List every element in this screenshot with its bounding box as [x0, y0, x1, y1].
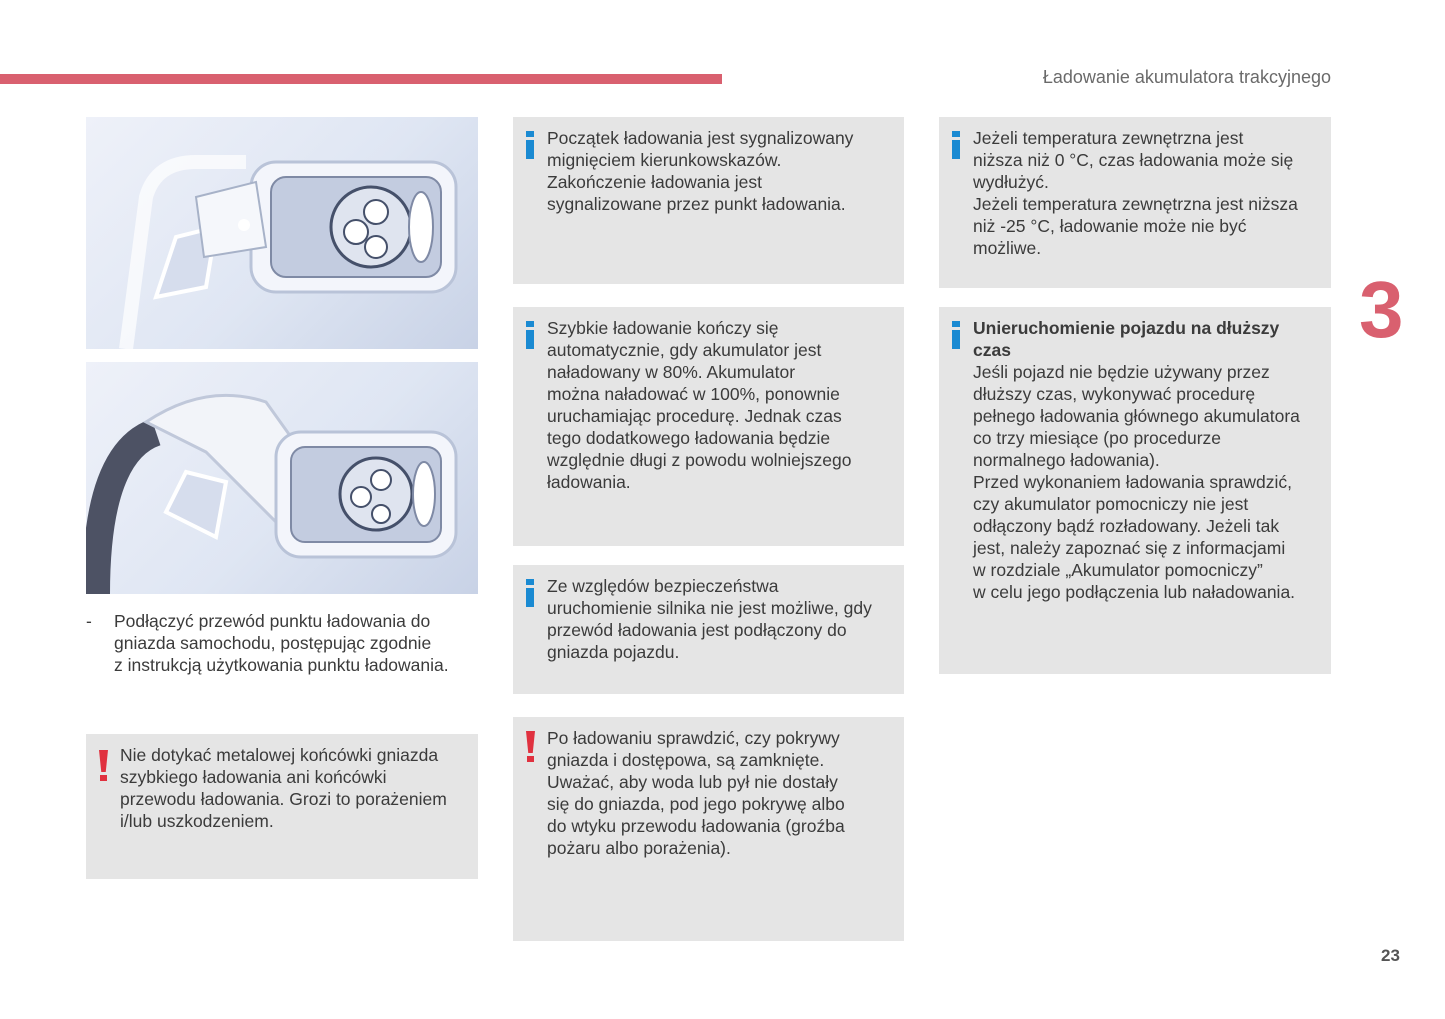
- info-icon: [952, 131, 960, 159]
- info-text-line: uruchomienie silnika nie jest możliwe, gdy: [547, 598, 872, 618]
- warning-text-line: pożaru albo porażenia).: [547, 838, 731, 858]
- info-text-line: Jeśli pojazd nie będzie używany przez: [973, 362, 1270, 382]
- info-text-line: czy akumulator pomocniczy nie jest: [973, 494, 1249, 514]
- chapter-number: 3: [1359, 265, 1404, 354]
- info-text-line: Jeżeli temperatura zewnętrzna jest niższa: [973, 194, 1298, 214]
- info-text-line: co trzy miesiące (po procedurze: [973, 428, 1222, 448]
- info-box-vehicle-storage: [939, 307, 1331, 674]
- warning-box-after-charging: [513, 717, 904, 941]
- header-accent-bar: [0, 74, 722, 84]
- connector-plugged-illustration: [86, 362, 478, 594]
- info-text-line: w celu jego podłączenia lub naładowania.: [973, 582, 1296, 602]
- info-text-line: dłuższy czas, wykonywać procedurę: [973, 384, 1256, 404]
- info-icon: [526, 131, 534, 159]
- info-box-safety: [513, 565, 904, 694]
- warning-text-line: Nie dotykać metalowej końcówki gniazda: [120, 745, 439, 765]
- step-text: [114, 610, 478, 676]
- charging-socket-drawing: [86, 117, 478, 349]
- warning-text-line: Po ładowaniu sprawdzić, czy pokrywy: [547, 728, 840, 748]
- step-text-line: gniazda samochodu, postępując zgodnie: [114, 633, 432, 653]
- connector-plugged-drawing: [86, 362, 478, 594]
- info-text-line: pełnego ładowania głównego akumulatora: [973, 406, 1300, 426]
- page-section-title: Ładowanie akumulatora trakcyjnego: [1042, 67, 1331, 87]
- info-text-line: mignięciem kierunkowskazów.: [547, 150, 782, 170]
- info-text-line: ładowania.: [547, 472, 631, 492]
- info-box-title-line: Unieruchomienie pojazdu na dłuższy: [973, 318, 1280, 338]
- warning-text-line: i/lub uszkodzeniem.: [120, 811, 274, 831]
- warning-text-line: szybkiego ładowania ani końcówki: [120, 767, 387, 787]
- warning-text-line: do wtyku przewodu ładowania (groźba: [547, 816, 845, 836]
- step-bullet: -: [86, 611, 92, 631]
- info-icon: [526, 579, 534, 607]
- info-text-line: wydłużyć.: [973, 172, 1049, 192]
- info-text-line: niż -25 °C, ładowanie może nie być: [973, 216, 1247, 236]
- warning-text-line: przewodu ładowania. Grozi to porażeniem: [120, 789, 447, 809]
- step-text-line: z instrukcją użytkowania punktu ładowania.: [114, 655, 449, 675]
- info-text-line: Przed wykonaniem ładowania sprawdzić,: [973, 472, 1293, 492]
- instruction-step: [86, 610, 478, 676]
- info-text-line: przewód ładowania jest podłączony do: [547, 620, 847, 640]
- info-text-line: uruchamiając procedurę. Jednak czas: [547, 406, 842, 426]
- info-text-line: tego dodatkowego ładowania będzie: [547, 428, 831, 448]
- info-text-line: względnie długi z powodu wolniejszego: [547, 450, 852, 470]
- info-text-line: odłączony bądź rozładowany. Jeżeli tak: [973, 516, 1280, 536]
- step-text-line: Podłączyć przewód punktu ładowania do: [114, 611, 431, 631]
- info-icon: [952, 321, 960, 349]
- warning-box-fast-charge-contact: [86, 734, 478, 879]
- info-text-line: normalnego ładowania).: [973, 450, 1160, 470]
- info-text-line: automatycznie, gdy akumulator jest: [547, 340, 822, 360]
- info-text-line: jest, należy zapoznać się z informacjami: [973, 538, 1286, 558]
- info-box-title-line: czas: [973, 340, 1011, 360]
- info-text-line: można naładować w 100%, ponownie: [547, 384, 840, 404]
- charging-socket-illustration: [86, 117, 478, 349]
- warning-text-line: Uważać, aby woda lub pył nie dostały: [547, 772, 838, 792]
- info-text-line: możliwe.: [973, 238, 1042, 258]
- info-text-line: Szybkie ładowanie kończy się: [547, 318, 779, 338]
- info-text-line: Początek ładowania jest sygnalizowany: [547, 128, 854, 148]
- warning-text-line: się do gniazda, pod jego pokrywę albo: [547, 794, 845, 814]
- info-text-line: naładowany w 80%. Akumulator: [547, 362, 796, 382]
- info-box-charging-signal: [513, 117, 904, 284]
- info-text-line: sygnalizowane przez punkt ładowania.: [547, 194, 846, 214]
- info-icon: [526, 321, 534, 349]
- info-text-line: w rozdziale „Akumulator pomocniczy”: [973, 560, 1263, 580]
- info-box-temperature: [939, 117, 1331, 288]
- info-text-line: Ze względów bezpieczeństwa: [547, 576, 779, 596]
- info-text-line: Zakończenie ładowania jest: [547, 172, 762, 192]
- info-text-line: Jeżeli temperatura zewnętrzna jest: [973, 128, 1244, 148]
- info-text-line: niższa niż 0 °C, czas ładowania może się: [973, 150, 1294, 170]
- info-text-line: gniazda pojazdu.: [547, 642, 680, 662]
- warning-text-line: gniazda i dostępowa, są zamknięte.: [547, 750, 825, 770]
- page-number: 23: [1381, 946, 1400, 965]
- info-box-fast-charging: [513, 307, 904, 546]
